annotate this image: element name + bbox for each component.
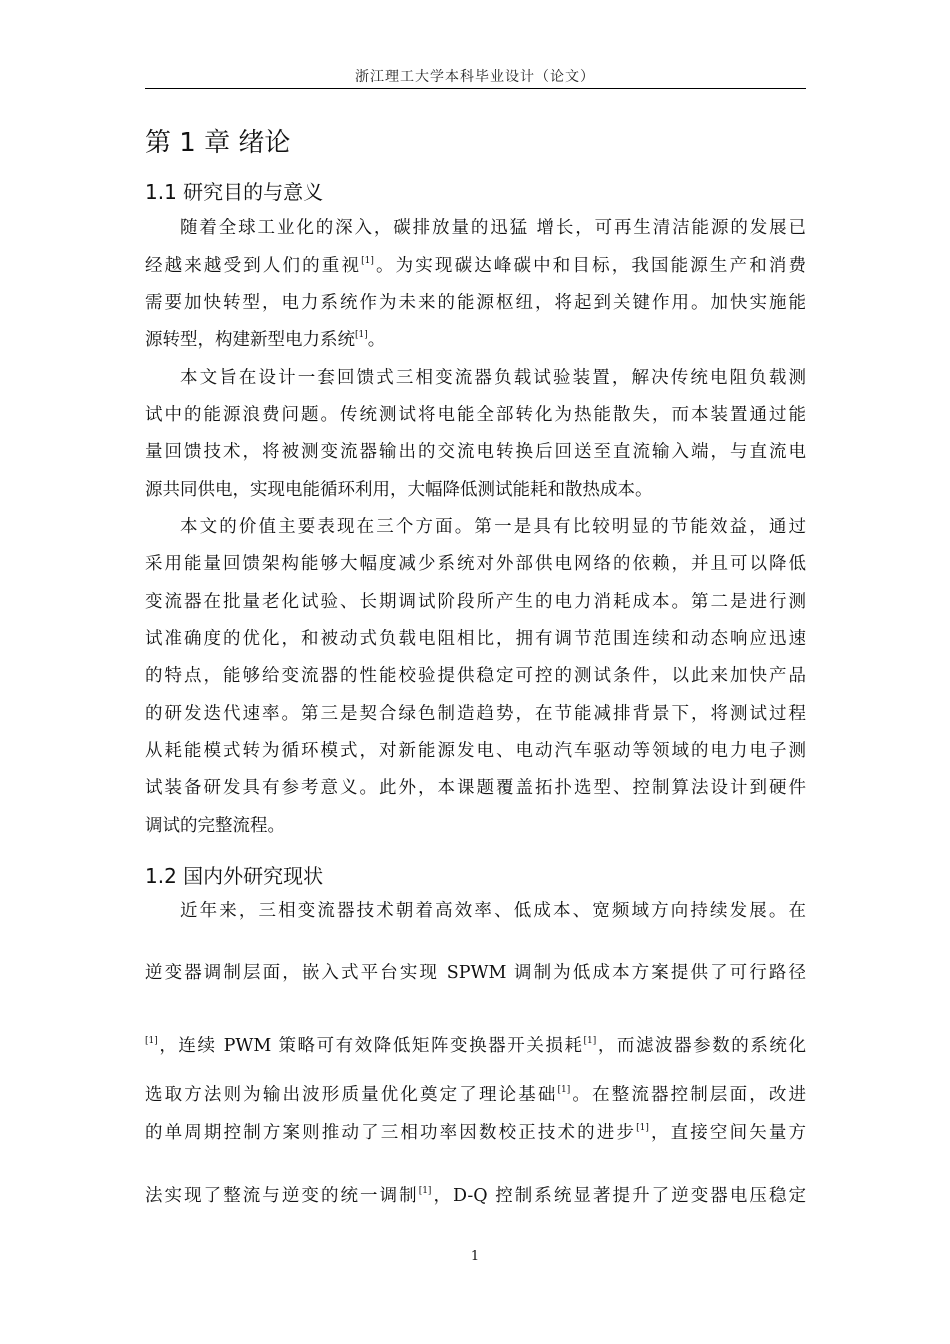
section-title-1-2: 1.2 国内外研究现状 [145, 864, 324, 888]
paragraph-line: [1]，连续 PWM 策略可有效降低矩阵变换器开关损耗[1]，而滤波器参数的系统化 [145, 1036, 806, 1056]
paragraph-line: 从耗能模式转为循环模式，对新能源发电、电动汽车驱动等领域的电力电子测 [145, 741, 806, 761]
citation: [1] [145, 1036, 158, 1046]
paragraph-line: 调试的完整流程。 [145, 816, 285, 836]
paragraph-line: 法实现了整流与逆变的统一调制[1]，D-Q 控制系统显著提升了逆变器电压稳定 [145, 1186, 806, 1206]
paragraph-line: 本文旨在设计一套回馈式三相变流器负载试验装置，解决传统电阻负载测 [180, 368, 806, 388]
paragraph-line: 试中的能源浪费问题。传统测试将电能全部转化为热能散失，而本装置通过能 [145, 405, 806, 425]
paragraph-line: 量回馈技术，将被测变流器输出的交流电转换后回送至直流输入端，与直流电 [145, 442, 806, 462]
citation: [1] [418, 1186, 432, 1196]
paragraph-line: 的单周期控制方案则推动了三相功率因数校正技术的进步[1]，直接空间矢量方 [145, 1123, 807, 1143]
paragraph-line: 需要加快转型，电力系统作为未来的能源枢纽，将起到关键作用。加快实施能 [145, 293, 806, 313]
paragraph-line: 源共同供电，实现电能循环利用，大幅降低测试能耗和散热成本。 [145, 480, 653, 500]
paragraph-line: 的特点，能够给变流器的性能校验提供稳定可控的测试条件，以此来加快产品 [145, 666, 806, 686]
paragraph-line: 变流器在批量老化试验、长期调试阶段所产生的电力消耗成本。第二是进行测 [145, 592, 806, 612]
page-number: 1 [470, 1249, 480, 1264]
chapter-title: 第 1 章 绪论 [145, 128, 291, 158]
page-header: 浙江理工大学本科毕业设计（论文） [355, 69, 595, 85]
paragraph-line: 经越来越受到人们的重视[1]。为实现碳达峰碳中和目标，我国能源生产和消费 [145, 256, 807, 276]
section-title-1-1: 1.1 研究目的与意义 [145, 180, 324, 204]
paragraph-line: 的研发迭代速率。第三是契合绿色制造趋势，在节能减排背景下，将测试过程 [145, 704, 806, 724]
citation: [1] [361, 256, 374, 266]
paragraph-line: 随着全球工业化的深入，碳排放量的迅猛 增长，可再生清洁能源的发展已 [180, 218, 806, 238]
citation: [1] [355, 330, 368, 340]
paragraph-line: 源转型，构建新型电力系统[1]。 [145, 330, 386, 350]
citation: [1] [583, 1036, 597, 1046]
paragraph-line: 本文的价值主要表现在三个方面。第一是具有比较明显的节能效益，通过 [180, 517, 806, 537]
paragraph-line: 试装备研发具有参考意义。此外，本课题覆盖拓扑选型、控制算法设计到硬件 [145, 778, 806, 798]
paragraph-line: 试准确度的优化，和被动式负载电阻相比，拥有调节范围连续和动态响应迅速 [145, 629, 806, 649]
paragraph-line: 采用能量回馈架构能够大幅度减少系统对外部供电网络的依赖，并且可以降低 [145, 554, 806, 574]
paragraph-line: 逆变器调制层面，嵌入式平台实现 SPWM 调制为低成本方案提供了可行路径 [145, 963, 806, 983]
paragraph-line: 选取方法则为输出波形质量优化奠定了理论基础[1]。在整流器控制层面，改进 [145, 1085, 807, 1105]
header-rule [145, 88, 806, 89]
citation: [1] [636, 1123, 649, 1133]
citation: [1] [557, 1085, 571, 1095]
paragraph-line: 近年来，三相变流器技术朝着高效率、低成本、宽频域方向持续发展。在 [180, 901, 806, 921]
